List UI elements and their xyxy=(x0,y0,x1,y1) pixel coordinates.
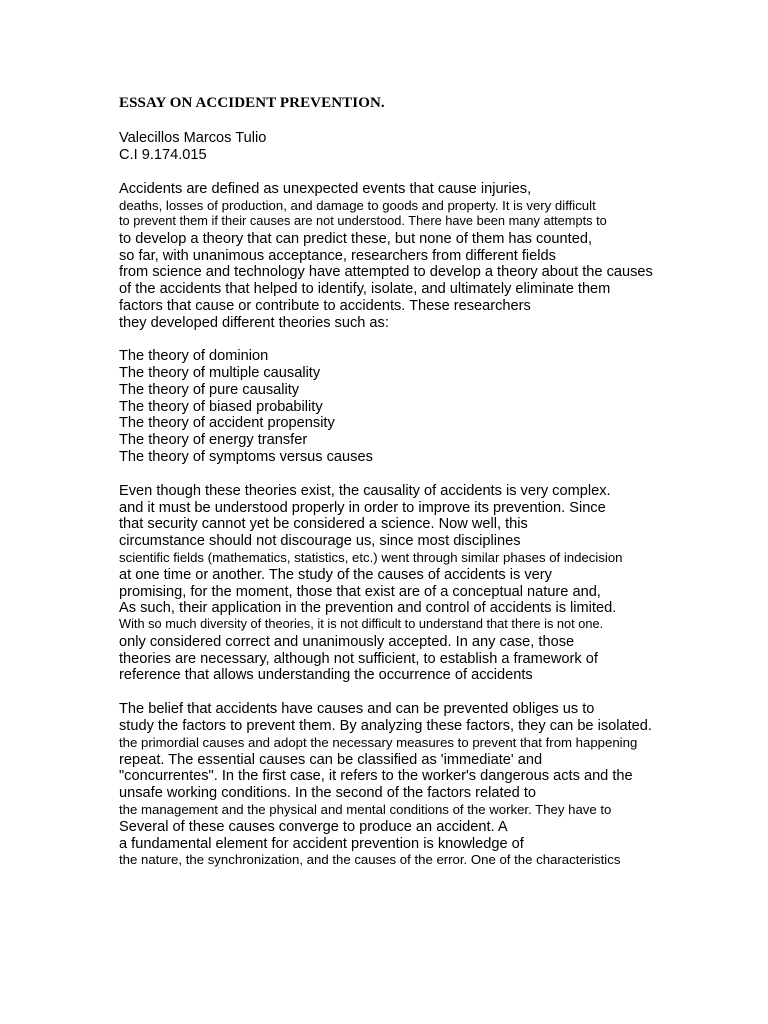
paragraph-line: only considered correct and unanimously accepted. In any case, those xyxy=(119,634,575,650)
paragraph-line: of the accidents that helped to identify, isolate, and ultimately eliminate them xyxy=(119,281,611,297)
paragraph-line: they developed different theories such as: xyxy=(119,315,389,331)
paragraph-line: the primordial causes and adopt the necessary measures to prevent that from happening xyxy=(119,735,638,750)
essay-title: ESSAY ON ACCIDENT PREVENTION. xyxy=(119,95,385,111)
paragraph-line: Accidents are defined as unexpected events that cause injuries, xyxy=(119,181,532,197)
paragraph-line: that security cannot yet be considered a science. Now well, this xyxy=(119,516,528,532)
theory-item: The theory of accident propensity xyxy=(119,415,335,431)
paragraph-line: a fundamental element for accident prevention is knowledge of xyxy=(119,836,524,852)
theory-item: The theory of pure causality xyxy=(119,382,300,398)
paragraph-line: from science and technology have attempted to develop a theory about the causes xyxy=(119,264,653,280)
paragraph-line: As such, their application in the prevention and control of accidents is limited. xyxy=(119,600,617,616)
paragraph-line: so far, with unanimous acceptance, researchers from different fields xyxy=(119,248,556,264)
paragraph-line: The belief that accidents have causes and can be prevented obliges us to xyxy=(119,701,595,717)
paragraph-line: reference that allows understanding the occurrence of accidents xyxy=(119,667,533,683)
paragraph-line: unsafe working conditions. In the second of the factors related to xyxy=(119,785,536,801)
paragraph-line: Several of these causes converge to produce an accident. A xyxy=(119,819,508,835)
paragraph-line: theories are necessary, although not sufficient, to establish a framework of xyxy=(119,651,598,667)
paragraph-line: at one time or another. The study of the causes of accidents is very xyxy=(119,567,552,583)
paragraph-line: "concurrentes". In the first case, it refers to the worker's dangerous acts and the xyxy=(119,768,633,784)
paragraph-line: deaths, losses of production, and damage to goods and property. It is very difficult xyxy=(119,198,596,213)
theory-item: The theory of multiple causality xyxy=(119,365,321,381)
id-number: C.I 9.174.015 xyxy=(119,147,207,163)
paragraph-line: the nature, the synchronization, and the causes of the error. One of the characteristics xyxy=(119,852,621,867)
paragraph-line: Even though these theories exist, the causality of accidents is very complex. xyxy=(119,483,611,499)
paragraph-line: to prevent them if their causes are not understood. There have been many attempts to xyxy=(119,213,607,228)
paragraph-line: promising, for the moment, those that exist are of a conceptual nature and, xyxy=(119,584,601,600)
paragraph-line: study the factors to prevent them. By analyzing these factors, they can be isolated. xyxy=(119,718,652,734)
paragraph-line: factors that cause or contribute to accidents. These researchers xyxy=(119,298,531,314)
author-name: Valecillos Marcos Tulio xyxy=(119,130,267,146)
paragraph-line: repeat. The essential causes can be classified as 'immediate' and xyxy=(119,752,543,768)
paragraph-line: circumstance should not discourage us, since most disciplines xyxy=(119,533,521,549)
theory-item: The theory of biased probability xyxy=(119,399,323,415)
paragraph-line: the management and the physical and mental conditions of the worker. They have to xyxy=(119,802,612,817)
theory-item: The theory of symptoms versus causes xyxy=(119,449,373,465)
paragraph-line: and it must be understood properly in order to improve its prevention. Since xyxy=(119,500,606,516)
paragraph-line: With so much diversity of theories, it is not difficult to understand that there is not one. xyxy=(119,616,604,631)
paragraph-line: to develop a theory that can predict these, but none of them has counted, xyxy=(119,231,592,247)
paragraph-line: scientific fields (mathematics, statistics, etc.) went through similar phases of indecision xyxy=(119,550,623,565)
theory-item: The theory of energy transfer xyxy=(119,432,308,448)
theory-item: The theory of dominion xyxy=(119,348,269,364)
